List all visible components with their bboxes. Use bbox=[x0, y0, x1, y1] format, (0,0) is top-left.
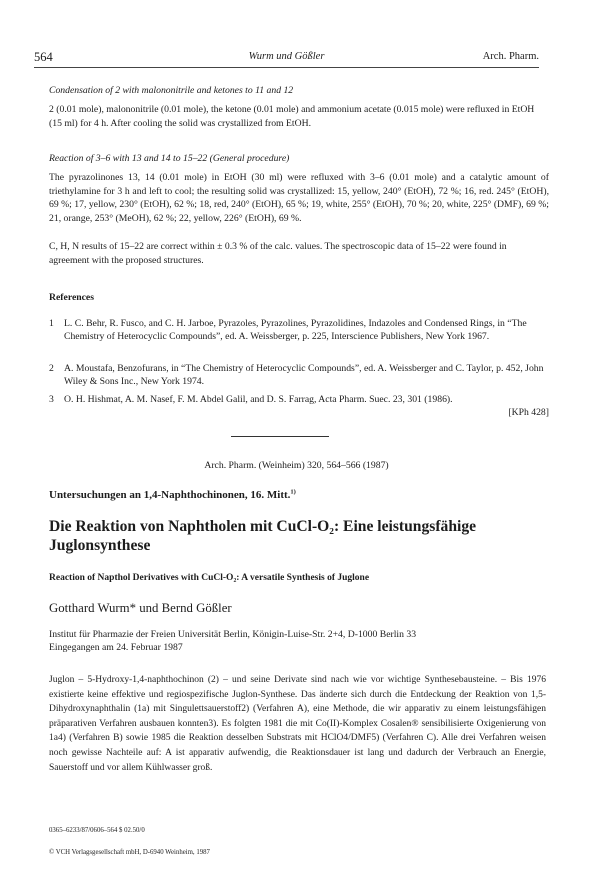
article-authors: Gotthard Wurm* und Bernd Gößler bbox=[49, 601, 232, 615]
section-body-condensation: 2 (0.01 mole), malononitrile (0.01 mole), the ketone (0.01 mole) and ammonium acetate (0.015 mole) were refluxed in EtOH (15 ml) for 4 h. After cooling the solid was crystallized from EtOH. bbox=[49, 104, 535, 129]
analysis-note: C, H, N results of 15–22 are correct within ± 0.3 % of the calc. values. The spectroscopic data of 15–22 were found in agreement with the proposed structures. bbox=[49, 241, 507, 266]
reference-text: L. C. Behr, R. Fusco, and C. H. Jarboe, Pyrazoles, Pyrazolines, Pyrazolidines, Indazoles and Condensed Rings, in “The Chemistry of Heterocyclic Compounds”, ed. A. Weissberger, p. 225, Interscience Publishers, New York 1967. bbox=[64, 318, 527, 343]
section-body-reaction: The pyrazolinones 13, 14 (0.01 mole) in EtOH (30 ml) were refluxed with 3–6 (0.01 mole) and a catalytic amount of triethylamine for 3 h and left to cool; the resulting solid was crystallized: 15, yellow, 240° (EtOH), 72 %; 16, red. 245° (EtOH), 69 %; 17, yellow, 230° (EtOH), 62 %; 18, red, 240° (EtOH), 65 %; 19, white, 255° (EtOH), 70 %; 20, white, 225° (DMF), 69 %; 21, orange, 253° (MeOH), 62 %; 22, yellow, 226° (EtOH), 69 %. bbox=[49, 172, 549, 224]
running-header bbox=[34, 50, 539, 66]
intro-paragraph: Juglon – 5-Hydroxy-1,4-naphthochinon (2) – und seine Derivate sind nach wie vor wichtige Synthesebausteine. – Bis 1976 existierte keine effektive und regiospezifische Juglon-Synthese. Das änderte sich durch die Entdeckung der Reaktion von 1,5-Dihydroxynaphthalin (1a) mit Singulettsauerstoff2) (Verfahren A), eine Methode, die wir apparativ zu einem leistungsfähigen präparativen Verfahren ausbauen konnten3). Es folgten 1981 die mit Co(II)-Komplex Cosalen® sensibilisierte Oxigenierung von 1a4) (Verfahren B) sowie 1985 die Reaktion desselben Substrats mit HClO4/DMF5) (Verfahren C). Alle drei Verfahren weisen noch gewisse Nachteile auf: A ist apparativ aufwendig, die Reaktionsdauer ist lang und dadurch der Verbrauch an Energie, Sauerstoff und vor allem Kühlwasser groß. bbox=[49, 675, 546, 773]
running-authors: Wurm und Gößler bbox=[248, 51, 325, 62]
reference-item bbox=[49, 393, 549, 419]
references-heading: References bbox=[49, 292, 95, 303]
citation-line: Arch. Pharm. (Weinheim) 320, 564–566 (1987) bbox=[204, 460, 389, 471]
article-title-line2: Juglonsynthese bbox=[49, 537, 151, 554]
series-footnote: 1) bbox=[290, 488, 296, 496]
manuscript-tag: [KPh 428] bbox=[508, 407, 549, 419]
reference-item bbox=[49, 362, 549, 388]
received-date: Eingegangen am 24. Februar 1987 bbox=[49, 642, 183, 653]
reference-text: A. Moustafa, Benzofurans, in “The Chemistry of Heterocyclic Compounds”, ed. A. Weissberger and C. Taylor, p. 452, John Wiley & Sons Inc., New York 1974. bbox=[64, 363, 544, 388]
section-heading-condensation: Condensation of 2 with malononitrile and ketones to 11 and 12 bbox=[49, 85, 294, 96]
running-journal: Arch. Pharm. bbox=[482, 51, 539, 62]
affiliation-address: Institut für Pharmazie der Freien Universität Berlin, Königin-Luise-Str. 2+4, D-1000 Berlin 33 bbox=[49, 629, 417, 640]
copyright-line: © VCH Verlagsgesellschaft mbH, D-6940 Weinheim, 1987 bbox=[49, 849, 210, 856]
english-title: Reaction of Napthol Derivatives with CuCl-O₂: A versatile Synthesis of Juglone bbox=[49, 573, 370, 583]
article-title bbox=[49, 517, 559, 555]
copyright-code: 0365–6233/87/0606–564 $ 02.50/0 bbox=[49, 827, 145, 834]
reference-text: O. H. Hishmat, A. M. Nasef, F. M. Abdel Galil, and D. S. Farrag, Acta Pharm. Suec. 23, 301 (1986). bbox=[64, 394, 453, 405]
series-title bbox=[49, 489, 296, 501]
reference-number: 3 bbox=[49, 394, 54, 405]
reference-item bbox=[49, 317, 549, 343]
reference-number: 1 bbox=[49, 318, 54, 329]
article-title-line1: Die Reaktion von Naphtholen mit CuCl-O₂: Eine leistungsfähige bbox=[49, 518, 477, 535]
section-heading-reaction: Reaction of 3–6 with 13 and 14 to 15–22 (General procedure) bbox=[49, 153, 290, 164]
header-rule bbox=[34, 67, 539, 68]
affiliation bbox=[49, 628, 559, 654]
separator-rule bbox=[231, 436, 329, 437]
page-number: 564 bbox=[34, 50, 53, 64]
series-text: Untersuchungen an 1,4-Naphthochinonen, 16. Mitt. bbox=[49, 489, 291, 501]
reference-number: 2 bbox=[49, 363, 54, 374]
